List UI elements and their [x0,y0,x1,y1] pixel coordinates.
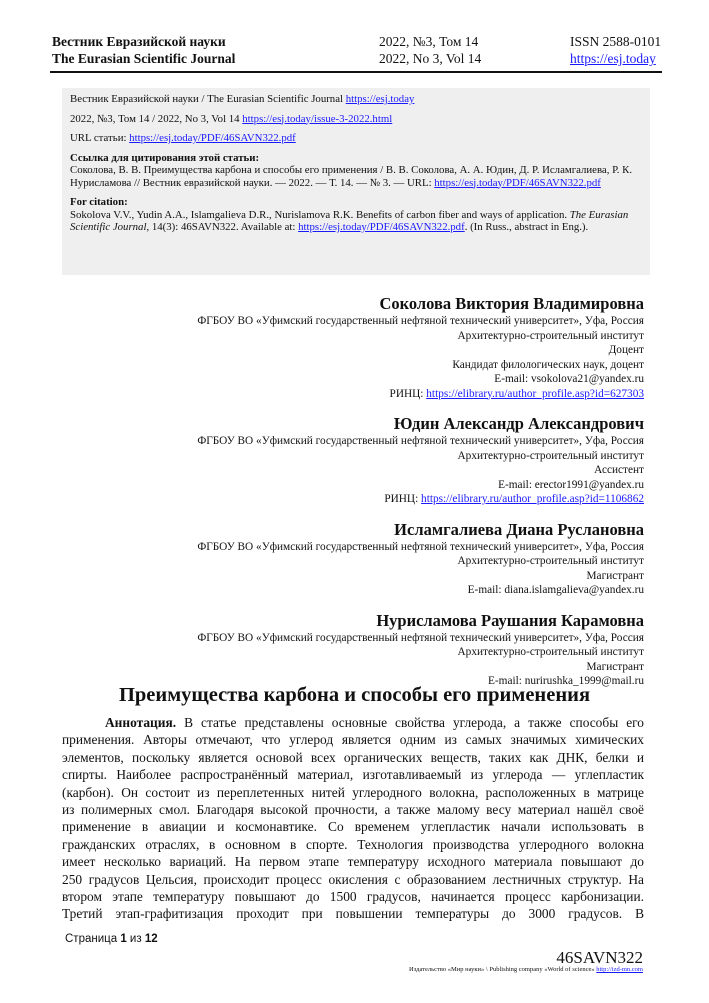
author-name: Юдин Александр Александрович [393,414,644,433]
abstract-label: Аннотация. [105,715,177,730]
publisher-line: Издательство «Мир науки» \ Publishing company «World of science» http://izd-mn.com [409,966,643,973]
abstract: Аннотация. В статье представлены основные свойства углерода, а также способы его применения. Авторы отмечают, что углерод является одним из самых значимых химических элементов, поскольку является основой всех органических веществ, таких как ДНК, белки и спирты. Наиболее распространённый материал, изготавливаемый из углерода — углепластик (карбон). Он состоит из переплетенных нитей углеродного волокна, расположенных в матрице из полимерных смол. Благодаря высокой прочности, а также малому весу материал нашёл своё применение в авиации и космонавтике. Со временем углепластик начали использовать в гражданских отраслях, в основном в спорте. Технология производства углеродного волокна имеет несколько вариаций. На первом этапе температуру исходного материала повышают до 250 градусов Цельсия, происходит процесс окисления с образованием лестничных структур. На втором этапе температуру повышают до 1500 градусов, начинается процесс карбонизации. Третий этап-графитизация проходит при повышении температуры до 3000 градусов. В [62,715,644,922]
cite-en-heading: For citation: [70,196,128,208]
cite-en-link[interactable]: https://esj.today/PDF/46SAVN322.pdf [298,221,465,233]
article-url-link[interactable]: https://esj.today/PDF/46SAVN322.pdf [129,132,296,144]
author-name: Исламгалиева Диана Руслановна [394,519,644,539]
cite-ru-text: Соколова, В. В. Преимущества карбона и способы его применения / В. В. Соколова, А. А. Юдин, Д. Р. Исламгалиева, Р. К. Нурисламова // Вестник евразийской науки. — 2022. — Т. 14. — № 3. — URL: [70,164,633,189]
article-code: 46SAVN322 [556,948,643,967]
issn-block: ISSN 2588-0101 https://esj.today [570,34,662,66]
cite-ru-heading: Ссылка для цитирования этой статьи: [70,151,260,164]
citation-info-box: Вестник Евразийской науки / The Eurasian Scientific Journal https://esj.today 2022, №3, Том 14 / 2022, No 3, Vol 14 https://esj.today/issue-3-2022.html URL статьи: https://esj.today/PDF/46SAVN322.pdf Ссылка для цитирования этой статьи: Соколова, В. В. Преимущества карбона и способы его применения / В. В. Соколова, А. А. Юдин, Д. Р. Исламгалиева, Р. К. Нурисламова // Вестник евразийской науки. — 2022. — Т. 14. — № 3. — URL: https://esj.today/PDF/46SAVN322.pdf For citation: Sokolova V.V., Yudin A.A., Islamgalieva D.R., Nurislamova R.K. Benefits of carbon fiber and ways of application. The Eurasian Scientific Journal, 14(3): 46SAVN322. Available at: https://esj.today/PDF/46SAVN322.pdf. (In Russ., abstract in Eng.). [62,88,650,275]
rinc-link[interactable]: https://elibrary.ru/author_profile.asp?id=1106862 [421,493,644,505]
cite-ru-link[interactable]: https://esj.today/PDF/46SAVN322.pdf [434,176,601,189]
author-block: Соколова Виктория Владимировна ФГБОУ ВО «Уфимский государственный нефтяной технический университет», Уфа, Россия Архитектурно-строительный институт Доцент Кандидат филологических наук, доцент E-mail: vsokolova21@yandex.ru РИНЦ: https://elibrary.ru/author_profile.asp?id=627303 [84,294,644,401]
author-block: Юдин Александр Александрович ФГБОУ ВО «Уфимский государственный нефтяной технический университет», Уфа, Россия Архитектурно-строительный институт Ассистент E-mail: erector1991@yandex.ru РИНЦ: https://elibrary.ru/author_profile.asp?id=1106862 [84,414,644,507]
journal-name: Вестник Евразийской науки The Eurasian Scientific Journal [52,34,236,66]
rinc-link[interactable]: https://elibrary.ru/author_profile.asp?id=627303 [426,387,644,400]
article-title: Преимущества карбона и способы его применения [118,684,591,706]
authors-list [84,294,644,702]
publisher-link[interactable]: http://izd-mn.com [596,966,643,973]
issue-info: 2022, №3, Том 14 2022, No 3, Vol 14 [379,34,482,66]
header-divider [50,71,662,73]
author-block: Исламгалиева Диана Руслановна ФГБОУ ВО «Уфимский государственный нефтяной технический университет», Уфа, Россия Архитектурно-строительный институт Магистрант E-mail: diana.islamgalieva@yandex.ru [84,520,644,598]
page-number: Страница 1 из 12 [65,933,158,945]
author-name: Соколова Виктория Владимировна [379,294,644,313]
issue-link[interactable]: https://esj.today/issue-3-2022.html [242,112,393,125]
site-link[interactable]: https://esj.today [570,51,656,66]
author-name: Нурисламова Раушания Карамовна [376,610,644,630]
journal-link[interactable]: https://esj.today [345,93,415,105]
author-block: Нурисламова Раушания Карамовна ФГБОУ ВО «Уфимский государственный нефтяной технический университет», Уфа, Россия Архитектурно-строительный институт Магистрант E-mail: nurirushka_1999@mail.ru [84,611,644,689]
